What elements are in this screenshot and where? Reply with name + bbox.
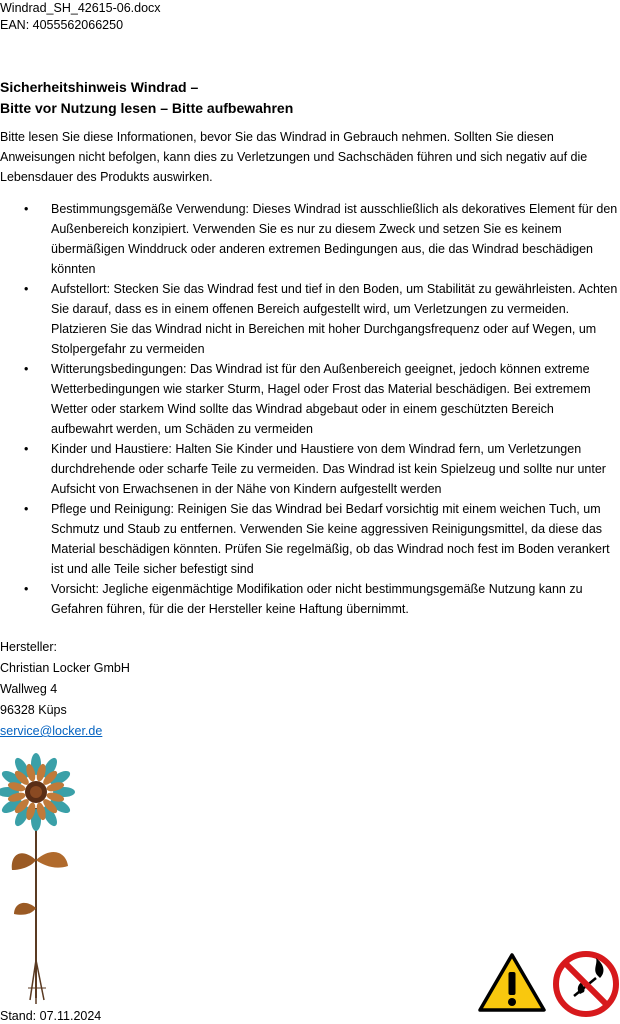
manufacturer-street: Wallweg 4 [0, 682, 58, 696]
list-item: • Vorsicht: Jegliche eigenmächtige Modifikation oder nicht bestimmungsgemäße Nutzung kann zu Gefahren führen, für die der Hersteller keine Haftung übernimmt. [0, 579, 618, 619]
manufacturer-label: Hersteller: [0, 640, 57, 654]
file-name: Windrad_SH_42615-06.docx [0, 1, 161, 15]
list-item: • Pflege und Reinigung: Reinigen Sie das Windrad bei Bedarf vorsichtig mit einem weichen Tuch, um Schmutz und Staub zu entfernen. Verwenden Sie keine aggressiven Reinigungsmittel, da diese das Material beschädigen könnten. Prüfen Sie regelmäßig, ob das Windrad noch fest im Boden verankert ist und alle Teile sicher befestigt sind [0, 499, 618, 579]
manufacturer-name: Christian Locker GmbH [0, 661, 130, 675]
manufacturer-email-link[interactable]: service@locker.de [0, 724, 103, 738]
manufacturer-block [0, 637, 130, 742]
list-item: • Bestimmungsgemäße Verwendung: Dieses Windrad ist ausschließlich als dekoratives Element für den Außenbereich konzipiert. Verwenden Sie es nur zu diesem Zweck und setzen Sie es keinem übermäßigen Winddruck oder anderen extremen Bedingungen aus, die das Windrad beschädigen könnten [0, 199, 618, 279]
footer-date: Stand: 07.11.2024 [0, 1009, 102, 1023]
page-title [0, 77, 293, 119]
list-item: • Kinder und Haustiere: Halten Sie Kinder und Haustiere von dem Windrad fern, um Verletzungen durchdrehende oder scharfe Teile zu vermeiden. Das Windrad ist kein Spielzeug und sollte nur unter Aufsicht von Erwachsenen in der Nähe von Kindern aufgestellt werden [0, 439, 618, 499]
list-item: • Aufstellort: Stecken Sie das Windrad fest und tief in den Boden, um Stabilität zu gewährleisten. Achten Sie darauf, dass es in einem offenen Bereich aufgestellt wird, um Verletzungen zu vermeiden. Platzieren Sie das Windrad nicht in Bereichen mit hoher Durchgangsfrequenz oder auf Wegen, um Stolpergefahr zu vermeiden [0, 279, 618, 359]
safety-list [0, 199, 618, 619]
document-header [0, 0, 161, 34]
warning-triangle-icon [477, 952, 547, 1014]
ean-code: EAN: 4055562066250 [0, 18, 124, 32]
windmill-sunflower-icon [0, 748, 80, 1010]
title-line-1: Sicherheitshinweis Windrad – [0, 79, 199, 95]
no-open-fire-icon [552, 950, 620, 1018]
manufacturer-city: 96328 Küps [0, 703, 67, 717]
list-item: • Witterungsbedingungen: Das Windrad ist für den Außenbereich geeignet, jedoch können extreme Wetterbedingungen wie starker Sturm, Hagel oder Frost das Material beschädigen. Bei extremem Wetter oder starkem Wind sollte das Windrad abgebaut oder in einem geschützten Bereich aufbewahrt werden, um Schäden zu vermeiden [0, 359, 618, 439]
intro-paragraph: Bitte lesen Sie diese Informationen, bevor Sie das Windrad in Gebrauch nehmen. Sollten Sie diesen Anweisungen nicht befolgen, kann dies zu Verletzungen und Sachschäden führen und sich negativ auf die Lebensdauer des Produkts auswirken. [0, 130, 588, 184]
title-line-2: Bitte vor Nutzung lesen – Bitte aufbewahren [0, 100, 294, 116]
